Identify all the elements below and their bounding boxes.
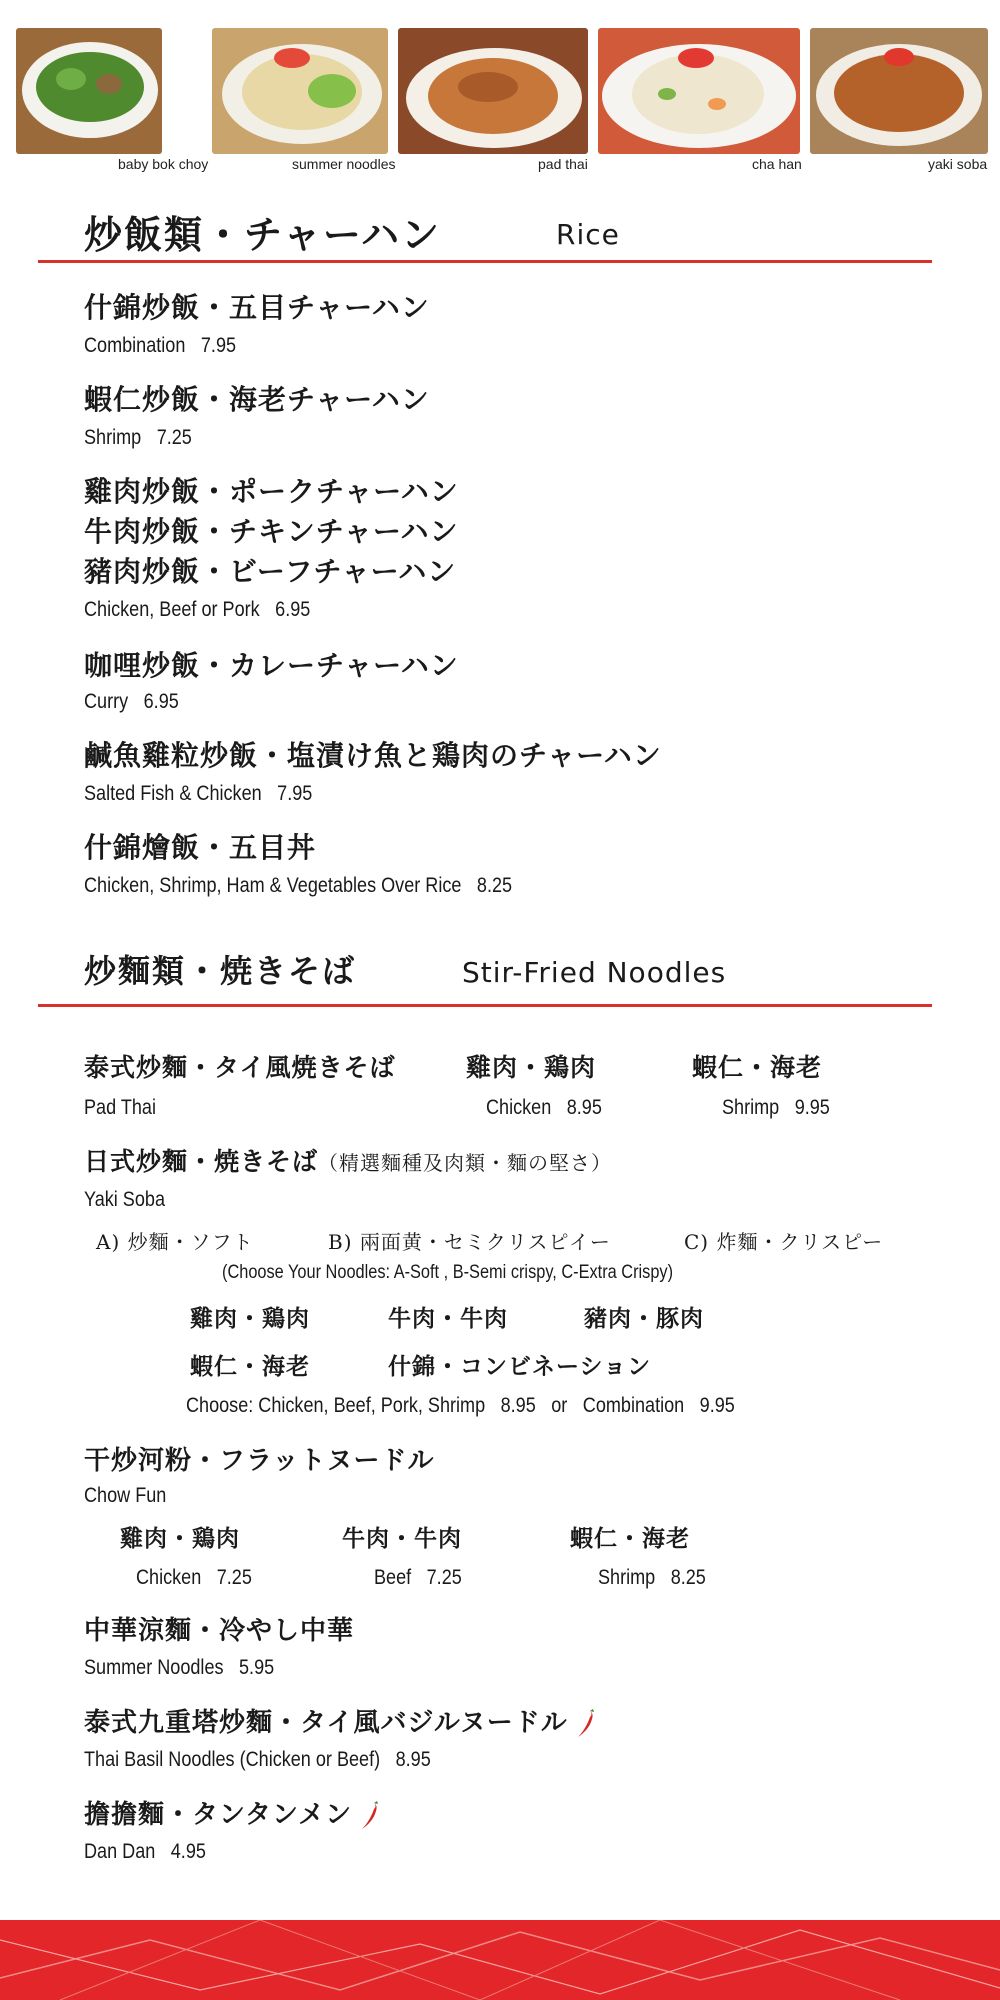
price: 5.95 [239, 1656, 275, 1679]
price: 8.25 [476, 874, 513, 897]
yaki-soba-option-b: B) 兩面黄・セミクリスピイー [328, 1230, 611, 1254]
chow-fun-opt-en: Chicken 7.25 [136, 1566, 252, 1589]
chow-fun-jp: 干炒河粉・フラットヌードル [84, 1446, 435, 1476]
price: 9.95 [699, 1394, 735, 1417]
price: 4.95 [170, 1840, 206, 1863]
noodle-item-en: Dan Dan 4.95 [84, 1840, 206, 1863]
price: 8.25 [670, 1566, 706, 1589]
rice-item-en: Chicken, Beef or Pork 6.95 [84, 598, 311, 621]
noodles-divider [38, 1004, 932, 1007]
photo-cha-han [598, 28, 800, 154]
noodle-item-jp: 中華涼麵・冷やし中華 [84, 1616, 355, 1646]
footer-band [0, 1920, 1000, 2000]
rice-item-jp: 鹹魚雞粒炒飯・塩漬け魚と鶏肉のチャーハン [84, 739, 662, 772]
yaki-soba-en: Yaki Soba [84, 1188, 165, 1211]
price: 7.25 [216, 1566, 252, 1589]
pad-thai-jp: 泰式炒麵・タイ風焼きそば [84, 1053, 396, 1082]
pad-thai-shrimp-en: Shrimp 9.95 [722, 1096, 830, 1119]
rice-item-jp: 牛肉炒飯・チキンチャーハン [84, 515, 459, 548]
noodle-item-en: Summer Noodles 5.95 [84, 1656, 275, 1679]
yaki-soba-jp: 日式炒麵・焼きそば（精選麵種及肉類・麵の堅さ） [84, 1147, 613, 1176]
price: 7.25 [426, 1566, 462, 1589]
rice-item-jp: 蝦仁炒飯・海老チャーハン [84, 383, 430, 416]
noodle-item-en: Thai Basil Noodles (Chicken or Beef) 8.95 [84, 1748, 431, 1771]
rice-heading-en: Rice [556, 218, 620, 251]
rice-item-jp: 咖哩炒飯・カレーチャーハン [84, 649, 459, 682]
price: 7.95 [277, 782, 313, 805]
photo-caption: yaki soba [928, 156, 988, 172]
rice-divider [38, 260, 932, 263]
photo-caption: cha han [752, 156, 802, 172]
chow-fun-opt-en: Shrimp 8.25 [598, 1566, 706, 1589]
chow-fun-opt-en: Beef 7.25 [374, 1566, 462, 1589]
price: 8.95 [500, 1394, 536, 1417]
yaki-soba-meat: 蝦仁・海老 [190, 1353, 310, 1380]
rice-item-jp: 什錦燴飯・五目丼 [84, 831, 317, 864]
chow-fun-en: Chow Fun [84, 1484, 167, 1507]
photo-caption: summer noodles [292, 156, 396, 172]
photo-caption: baby bok choy [118, 156, 209, 172]
yaki-soba-meat: 牛肉・牛肉 [388, 1305, 508, 1332]
noodle-item-jp: 泰式九重塔炒麵・タイ風バジルヌードル [84, 1702, 596, 1739]
pad-thai-chicken-en: Chicken 8.95 [486, 1096, 602, 1119]
photo-summer-noodles [212, 28, 388, 154]
price: 8.95 [566, 1096, 602, 1119]
rice-item-en: Chicken, Shrimp, Ham & Vegetables Over Rice 8.25 [84, 874, 513, 897]
footer-pattern [0, 1920, 1000, 2000]
photo-strip [16, 28, 988, 173]
rice-heading: 炒飯類・チャーハン [84, 212, 441, 257]
rice-item-en: Salted Fish & Chicken 7.95 [84, 782, 313, 805]
rice-item-jp: 什錦炒飯・五目チャーハン [84, 291, 430, 324]
chow-fun-opt-jp: 牛肉・牛肉 [342, 1525, 462, 1552]
photo-yaki-soba [810, 28, 988, 154]
yaki-soba-meat: 什錦・コンビネーション [388, 1353, 652, 1380]
rice-item-en: Shrimp 7.25 [84, 426, 192, 449]
yaki-soba-meat: 豬肉・豚肉 [584, 1305, 704, 1332]
pad-thai-shrimp-jp: 蝦仁・海老 [692, 1053, 823, 1082]
yaki-soba-option-c: C) 炸麵・クリスピー [684, 1230, 884, 1254]
price: 7.25 [156, 426, 192, 449]
yaki-soba-options-en: (Choose Your Noodles: A-Soft , B-Semi crispy, C-Extra Crispy) [222, 1262, 674, 1283]
pad-thai-chicken-jp: 雞肉・鶏肉 [466, 1053, 597, 1082]
yaki-soba-option-a: A) 炒麵・ソフト [96, 1230, 254, 1254]
chow-fun-opt-jp: 蝦仁・海老 [570, 1525, 690, 1552]
rice-item-jp: 豬肉炒飯・ビーフチャーハン [84, 555, 457, 588]
rice-item-en: Combination 7.95 [84, 334, 237, 357]
rice-item-jp: 雞肉炒飯・ポークチャーハン [84, 475, 459, 508]
chili-pepper-icon [576, 1709, 596, 1739]
photo-caption: pad thai [538, 156, 588, 172]
price: 9.95 [794, 1096, 830, 1119]
noodles-heading: 炒麵類・焼きそば [84, 952, 357, 990]
chow-fun-opt-jp: 雞肉・鶏肉 [120, 1525, 240, 1552]
noodle-item-jp: 擔擔麵・タンタンメン [84, 1794, 380, 1831]
yaki-soba-meat: 雞肉・鶏肉 [190, 1305, 310, 1332]
price: 6.95 [275, 598, 311, 621]
pad-thai-en: Pad Thai [84, 1096, 156, 1119]
yaki-soba-choose: Choose: Chicken, Beef, Pork, Shrimp 8.95 or Combination 9.95 [186, 1394, 735, 1417]
yaki-soba-jp-note: （精選麵種及肉類・麵の堅さ） [318, 1151, 613, 1175]
photo-baby-bok-choy [16, 28, 162, 154]
photo-pad-thai [398, 28, 588, 154]
rice-item-en: Curry 6.95 [84, 690, 179, 713]
price: 6.95 [143, 690, 179, 713]
price: 8.95 [395, 1748, 431, 1771]
noodles-heading-en: Stir-Fried Noodles [462, 956, 727, 989]
chili-pepper-icon [360, 1801, 380, 1831]
price: 7.95 [200, 334, 237, 357]
